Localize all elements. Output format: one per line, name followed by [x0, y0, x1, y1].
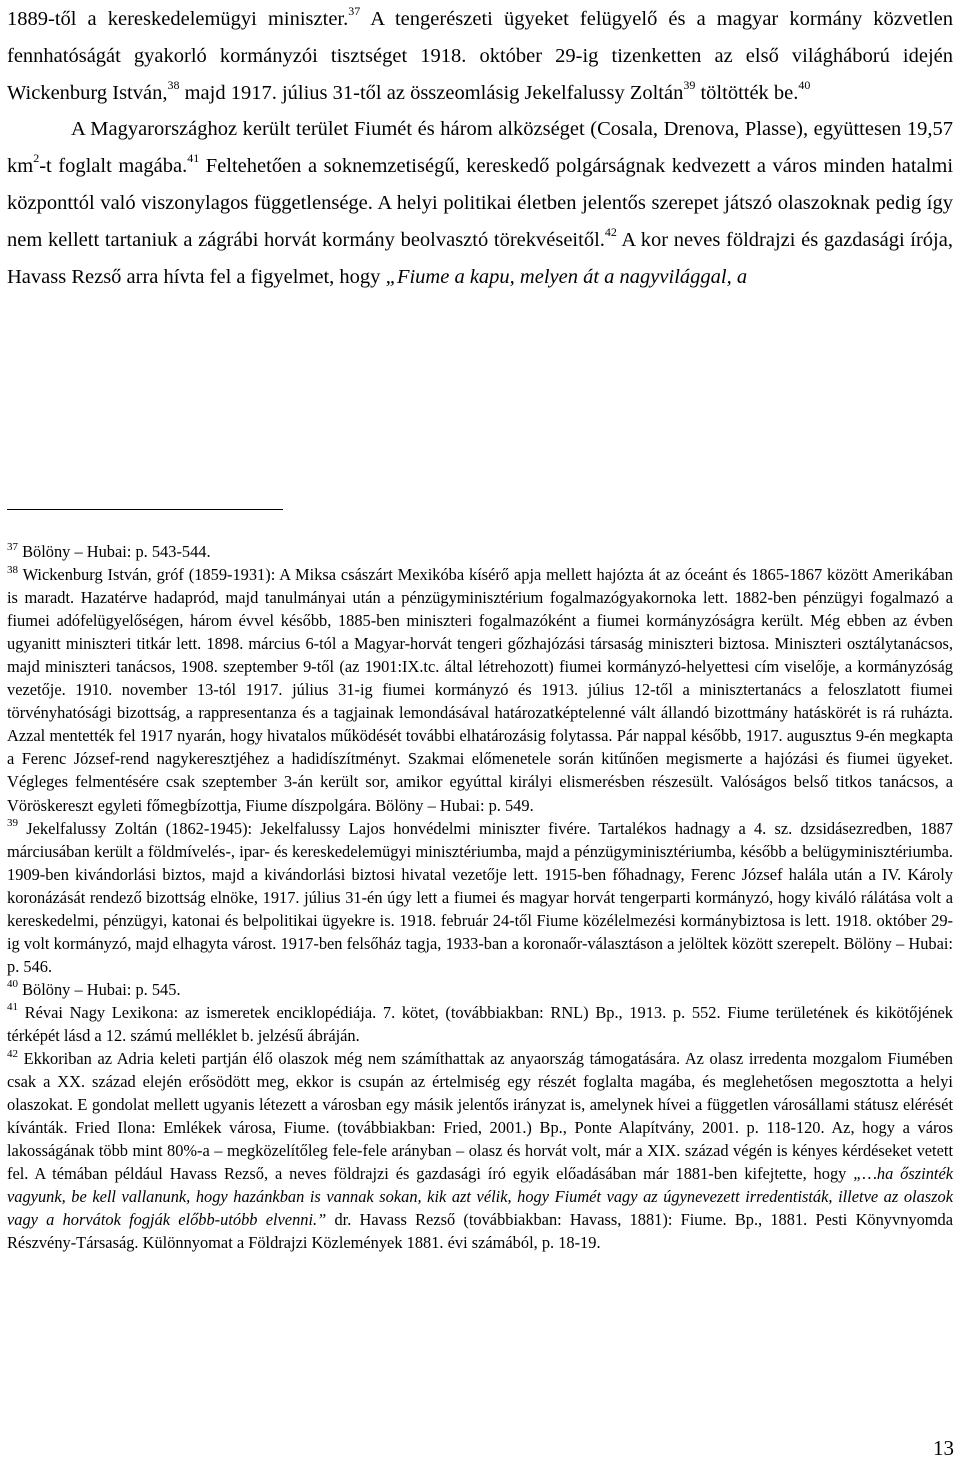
text-run: Feltehetően a soknemzetiségű, kereskedő polgárságnak kedvezett a város minden hatalmi központtól való viszonylagos függetlensége. A helyi politikai életben jelentős szerepet játszó olaszoknak pedig így nem kellett tartaniuk a zágrábi horvát kormány beolvasztó törekvéseitől. [7, 155, 954, 251]
footnotes [7, 540, 953, 1254]
footnote-ref-37[interactable]: 37 [348, 4, 361, 19]
paragraph-2 [7, 118, 953, 287]
footnote-number: 38 [7, 563, 18, 576]
footnote-ref-42[interactable]: 42 [604, 224, 617, 239]
footnote-text: Bölöny – Hubai: p. 543-544. [18, 542, 211, 561]
page-number: 13 [933, 1436, 954, 1460]
footnote-text: Bölöny – Hubai: p. 545. [18, 979, 181, 999]
footnote-ref-40[interactable]: 40 [798, 77, 811, 92]
text-run: -t foglalt magába. [39, 155, 188, 178]
footnote-quote: „…ha őszinték vagyunk, be kell vallanunk, hogy hazánkban is vannak sokan, kik azt vélik, hogy Fiumét vagy az úgynevezett irredentisták, illetve az olaszok vagy a horvátok fogják előbb-utóbb elvenni.” [7, 1164, 953, 1230]
footnote-39 [7, 817, 953, 978]
footnote-text: Révai Nagy Lexikona: az ismeretek enciklopédiája. 7. kötet, (továbbiakban: RNL) Bp., 1913. p. 552. Fiume területének és kikötőjének térképét lásd a 12. számú melléklet b. jelzésű ábráján. [7, 1002, 953, 1045]
text-run: 1889-től a kereskedelemügyi miniszter. [7, 8, 349, 30]
footnote-ref-38[interactable]: 38 [167, 77, 180, 92]
footnote-number: 42 [7, 1047, 18, 1060]
footnote-ref-41[interactable]: 41 [187, 151, 200, 166]
footnote-number: 37 [7, 540, 18, 553]
footnote-separator [7, 509, 283, 510]
footnote-text: Jekelfalussy Zoltán (1862-1945): Jekelfalussy Lajos honvédelmi miniszter fivére. Tartalékos hadnagy a 4. sz. dzsidásezredben, 1887 márciusában került a földmívelés-, ipar- és kereskedelemügyi minisztériumba, majd a pénzügyminisztériumba, később a belügyminisztériumba. 1909-ben kivándorlási biztos, majd a kivándorlási biztosi hivatal vezetője lett. 1915-ben főhadnagy, Ferenc József halála után a IV. Károly koronázását rendező bizottság elnöke, 1917. július 31-én úgy lett a fiumei és magyar horvát tengerparti kormányzó, hogy kiváló rálátása volt a kereskedelmi, pénzügyi, katonai és belpolitikai ügyekre is. 1918. február 24-től Fiume közélelmezési kormánybiztosa is lett. 1918. október 29-ig volt kormányzó, majd elhagyta várost. 1917-ben felsőház tagja, 1933-ban a koronaőr-választáson a jelöltek között szerepelt. Bölöny – Hubai: p. 546. [7, 818, 953, 976]
text-run: töltötték be. [695, 81, 799, 104]
footnote-number: 40 [7, 978, 18, 991]
footnote-number: 41 [7, 1001, 18, 1014]
superscript-2: 2 [33, 151, 40, 166]
footnote-40 [7, 978, 953, 1001]
footnote-42 [7, 1047, 953, 1254]
text-run: A tengerészeti ügyeket felügyelő és a magyar kormány közvetlen fennhatóságát gyakorló kormányzói tisztséget 1918. október 29-ig tizenketten az első világháború idején Wickenburg István, [7, 8, 953, 104]
footnote-37 [7, 540, 953, 563]
footnote-text: Wickenburg István, gróf (1859-1931): A Miksa császárt Mexikóba kísérő apja mellett hajózta át az óceánt és 1865-1867 között Amerikában is maradt. Hazatérve hadapród, majd tanulmányai után a pénzügyminisztérium fogalmazógyakornoka lett. 1882-ben pénzügyi fogalmazó a fiumei adófelügyelőségen, három évvel később, 1885-ben miniszteri fogalmazóként a fiumei kormányzóságra került. Még ebben az évben ugyanitt miniszteri titkár lett. 1898. március 6-tól a Magyar-horvát tengeri gőzhajózási társaság miniszteri biztosa. Miniszteri osztálytanácsos, majd miniszteri tanácsos, 1908. szeptember 9-től (az 1901:IX.tc. által létrehozott) fiumei kormányzó-helyettesi cím viselője, a kormányzóság vezetője. 1910. november 13-tól 1917. július 31-ig fiumei kormányzó és 1913. július 12-től a minisztertanács a feloszlatott fiumei törvényhatósági bizottság, a rappresentanza és a tagjainak lemondásával határozatképtelenné vált állandó bizottmány hatáskörét is rá ruházta. Azzal mentették fel 1917 nyarán, hogy hivatalos működését további elhatározásig folytassa. Pár nappal később, 1917. augusztus 9-én megkapta a Ferenc József-rend nagykeresztjéhez a hadidíszítményt. Szakmai előmenetele során kitűnően megismerte a hajózási és fiumei ügyeket. Végleges felmentésére csak szeptember 3-án került sor, amikor egyúttal királyi elismerésben részesült. Valóságos belső titkos tanácsos, a Vöröskereszt egyleti főmegbízottja, Fiume díszpolgára. Bölöny – Hubai: p. 549. [7, 565, 953, 815]
footnote-38 [7, 563, 953, 817]
footnote-41 [7, 1001, 953, 1047]
footnote-ref-39[interactable]: 39 [683, 77, 696, 92]
paragraph-1 [7, 4, 953, 104]
footnote-number: 39 [7, 817, 18, 830]
main-text [7, 1, 953, 295]
footnote-text: dr. Havass Rezső (továbbiakban: Havass, 1881): Fiume. Bp., 1881. Pesti Könyvnyomda Részvény-Társaság. Különnyomat a Földrajzi Közlemények 1881. évi számából, p. 18-19. [7, 1210, 953, 1253]
text-run: A kor neves földrajzi és gazdasági írója, Havass Rezső arra hívta fel a figyelmet, hogy [7, 228, 953, 288]
footnote-text: Ekkoriban az Adria keleti partján élő olaszok még nem számíthattak az anyaország támogatására. Az olasz irredenta mozgalom Fiumében csak a XX. század elején erősödött meg, ekkor is csupán az értelmiség egy részét foglalta magába, és meglehetősen megosztotta a helyi olaszokat. E gondolat mellett ugyanis létezett a városban egy másik jelentős irányzat is, amelynek hívei a független városállami státusz elérését kívánták. Fried Ilona: Emlékek városa, Fiume. (továbbiakban: Fried, 2001.) Bp., Ponte Alapítvány, 2001. p. 118-120. Az, hogy a város lakosságának több mint 80%-a – megközelítőleg fele-fele arányban – olasz és horvát volt, már a XIX. század végén is kényes kérdéseket vetett fel. A témában például Havass Rezső, a neves földrajzi és gazdasági író egyik előadásában már 1881-ben kifejtette, hogy [7, 1049, 953, 1184]
text-run: majd 1917. július 31-től az összeomlásig Jekelfalussy Zoltán [179, 81, 684, 104]
text-run: A Magyarországhoz került terület Fiumét és három alközséget (Cosala, Drenova, Plasse), együttesen 19,57 km [7, 118, 953, 178]
italic-quote: „Fiume a kapu, melyen át a nagyvilággal, a [385, 265, 748, 288]
